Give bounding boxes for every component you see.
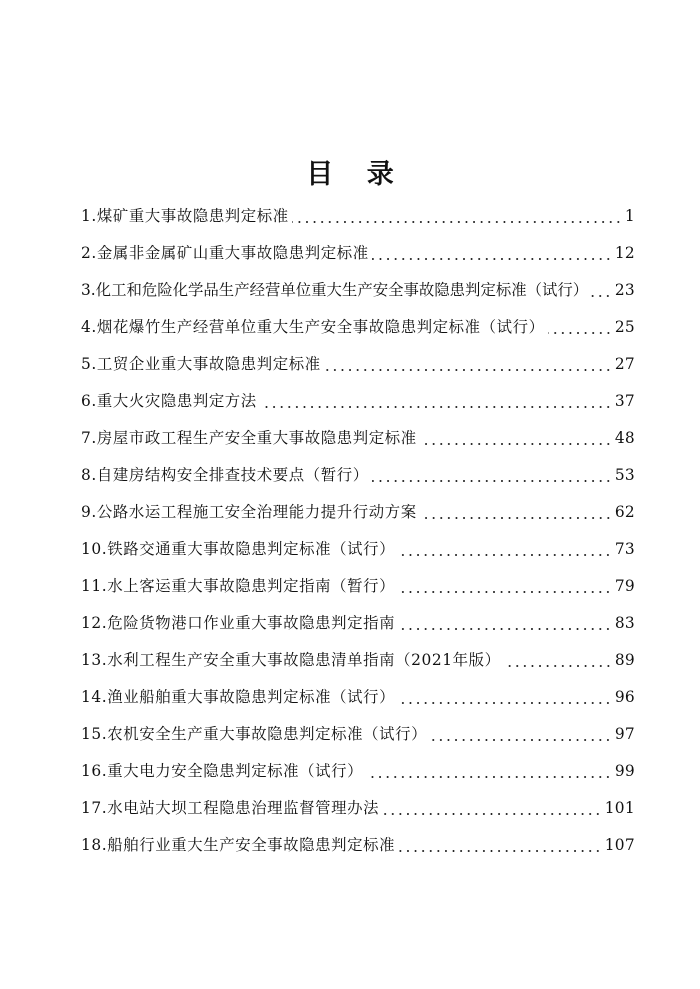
toc-entry-label: 3.化工和危险化学品生产经营单位重大生产安全事故隐患判定标准（试行） [81,281,589,299]
toc-entry-label: 2.金属非金属矿山重大事故隐患判定标准 [81,244,369,262]
toc-entry[interactable] [81,198,635,235]
toc-entry[interactable] [81,679,635,716]
dot-leader [398,591,612,593]
toc-entry[interactable] [81,272,635,309]
dot-leader [398,554,612,556]
toc-entry[interactable] [81,753,635,790]
toc-entry[interactable] [81,568,635,605]
toc-entry-page: 97 [614,725,635,743]
toc-entry-label: 7.房屋市政工程生产安全重大事故隐患判定标准 [81,429,417,447]
dot-leader [372,258,612,260]
dot-leader [591,295,612,297]
dot-leader [504,665,612,667]
toc-entry[interactable] [81,235,635,272]
toc-entry-label: 13.水利工程生产安全重大事故隐患清单指南（2021年版） [81,651,501,669]
toc-entry[interactable] [81,383,635,420]
toc-entry-page: 83 [614,614,635,632]
toc-entry-page: 27 [614,355,635,373]
dot-leader [398,702,612,704]
toc-entry-label: 14.渔业船舶重大事故隐患判定标准（试行） [81,688,396,706]
toc-entry-page: 107 [604,836,635,854]
toc-entry-page: 96 [614,688,635,706]
toc-entry[interactable] [81,827,635,864]
toc-entry[interactable] [81,790,635,827]
toc-entry-page: 1 [624,207,635,225]
toc-entry-page: 99 [614,762,635,780]
toc-entry-label: 11.水上客运重大事故隐患判定指南（暂行） [81,577,396,595]
toc-entry-page: 53 [614,466,635,484]
toc-entry-label: 15.农机安全生产重大事故隐患判定标准（试行） [81,725,428,743]
dot-leader [292,221,622,223]
dot-leader [260,406,612,408]
dot-leader [398,850,602,852]
dot-leader [420,443,612,445]
toc-entry-label: 6.重大火灾隐患判定方法 [81,392,257,410]
toc-entry[interactable] [81,346,635,383]
toc-entry-label: 18.船舶行业重大生产安全事故隐患判定标准 [81,836,396,854]
toc-entry[interactable] [81,716,635,753]
toc-entry[interactable] [81,457,635,494]
dot-leader [398,628,612,630]
toc-entry[interactable] [81,642,635,679]
toc-entry[interactable] [81,494,635,531]
toc-entry-page: 23 [614,281,635,299]
toc-entry-page: 12 [614,244,635,262]
toc-entry-page: 101 [604,799,635,817]
dot-leader [548,332,612,334]
toc-entry-page: 79 [614,577,635,595]
toc-entry-label: 5.工贸企业重大事故隐患判定标准 [81,355,321,373]
toc-entry-label: 8.自建房结构安全排查技术要点（暂行） [81,466,369,484]
toc-entry-label: 4.烟花爆竹生产经营单位重大生产安全事故隐患判定标准（试行） [81,318,545,336]
toc-entry-label: 17.水电站大坝工程隐患治理监督管理办法 [81,799,380,817]
dot-leader [382,813,602,815]
toc-entry-label: 16.重大电力安全隐患判定标准（试行） [81,762,364,780]
toc-entry-label: 10.铁路交通重大事故隐患判定标准（试行） [81,540,396,558]
dot-leader [324,369,612,371]
toc-entry-page: 62 [614,503,635,521]
toc-entry-page: 37 [614,392,635,410]
toc-entry-label: 12.危险货物港口作业重大事故隐患判定指南 [81,614,396,632]
toc-entry-label: 1.煤矿重大事故隐患判定标准 [81,207,289,225]
dot-leader [420,517,612,519]
toc-entry[interactable] [81,605,635,642]
toc-list [81,198,635,864]
toc-entry-page: 73 [614,540,635,558]
toc-entry[interactable] [81,309,635,346]
dot-leader [366,776,612,778]
toc-entry-page: 89 [614,651,635,669]
toc-entry-page: 48 [614,429,635,447]
toc-entry-page: 25 [614,318,635,336]
dot-leader [430,739,612,741]
toc-entry[interactable] [81,531,635,568]
toc-entry-label: 9.公路水运工程施工安全治理能力提升行动方案 [81,503,417,521]
toc-entry[interactable] [81,420,635,457]
dot-leader [372,480,612,482]
toc-title: 目 录 [306,159,406,190]
